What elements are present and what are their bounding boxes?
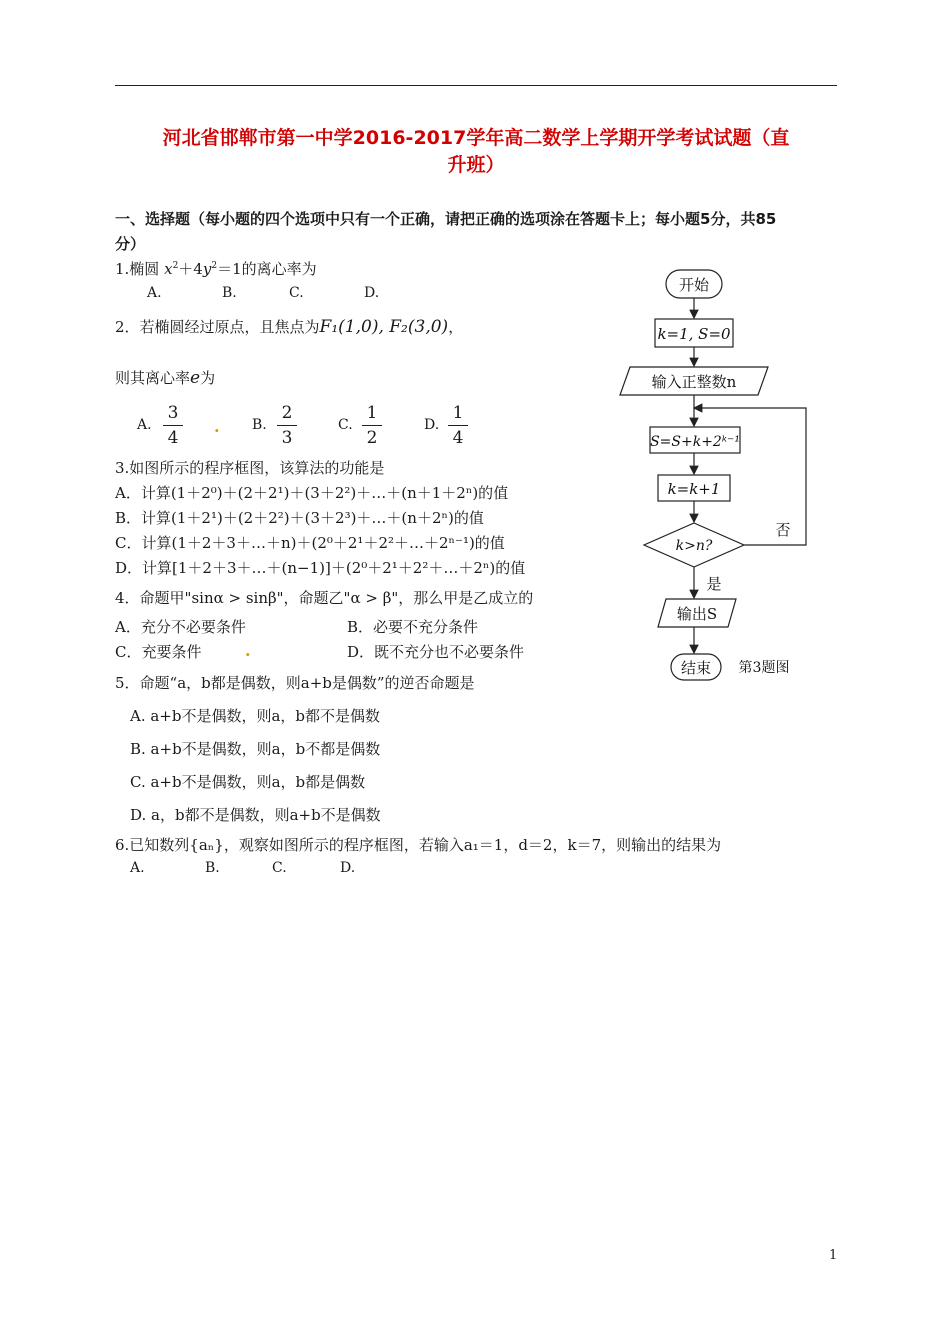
question-5-option-c: C. a+b不是偶数，则a，b都是偶数 xyxy=(130,773,366,791)
question-1-option-b: B. xyxy=(222,285,237,301)
question-5-option-d: D. a，b都不是偶数，则a+b不是偶数 xyxy=(130,806,381,824)
scan-mark: . xyxy=(214,417,220,436)
flowchart-start-label: 开始 xyxy=(678,276,710,294)
question-5-stem: 5．命题“a，b都是偶数，则a+b是偶数”的逆否命题是 xyxy=(115,674,475,692)
page-number: 1 xyxy=(829,1248,838,1263)
question-6-stem: 6.已知数列{aₙ}，观察如图所示的程序框图，若输入a₁＝1，d＝2，k＝7，则输出的结果为 xyxy=(115,836,722,854)
question-2-fraction-d: 1 4 xyxy=(448,402,468,449)
question-5-option-a: A. a+b不是偶数，则a，b都不是偶数 xyxy=(130,707,381,725)
question-2-option-a: A. xyxy=(137,417,152,433)
flowchart-yes-label: 是 xyxy=(706,575,722,593)
question-6-option-b: B. xyxy=(205,860,220,876)
question-2-option-b: B. xyxy=(252,417,267,433)
question-1-option-c: C. xyxy=(289,285,304,301)
question-3-option-c: C．计算(1＋2＋3＋…＋n)＋(2⁰＋2¹＋2²＋…＋2ⁿ⁻¹)的值 xyxy=(115,534,505,552)
question-1-option-d: D. xyxy=(364,285,380,301)
question-3-option-a: A．计算(1＋2⁰)＋(2＋2¹)＋(3＋2²)＋…＋(n＋1＋2ⁿ)的值 xyxy=(115,484,509,502)
question-4-option-b: B．必要不充分条件 xyxy=(347,618,479,636)
flowchart-end-label: 结束 xyxy=(680,659,712,677)
flowchart-output-label: 输出S xyxy=(676,605,718,623)
section-heading-line1: 一、选择题（每小题的四个选项中只有一个正确，请把正确的选项涂在答题卡上；每小题5分，共85 xyxy=(115,210,777,228)
flowchart-input-label: 输入正整数n xyxy=(651,373,737,391)
question-6-option-a: A. xyxy=(130,860,145,876)
question-4-option-c: C．充要条件 xyxy=(115,643,202,661)
flowchart-sum-label: S=S+k+2ᵏ⁻¹ xyxy=(650,434,740,450)
flowchart-caption: 第3题图 xyxy=(738,660,790,676)
question-4-option-a: A．充分不必要条件 xyxy=(115,618,246,636)
question-4-stem: 4．命题甲"sinα > sinβ"，命题乙"α > β"，那么甲是乙成立的 xyxy=(115,589,534,607)
question-2-fraction-a: 3 4 xyxy=(163,402,183,449)
question-3-option-b: B．计算(1＋2¹)＋(2＋2²)＋(3＋2³)＋…＋(n＋2ⁿ)的值 xyxy=(115,509,484,527)
flowchart-no-label: 否 xyxy=(775,521,791,539)
flowchart xyxy=(600,260,840,690)
header-rule xyxy=(115,85,837,86)
document-title-line1: 河北省邯郸市第一中学2016-2017学年高二数学上学期开学考试试题（直 xyxy=(162,127,790,149)
question-1-option-a: A. xyxy=(147,285,162,301)
question-2-fraction-c: 1 2 xyxy=(362,402,382,449)
flowchart-decision-label: k>n? xyxy=(675,538,713,554)
question-1-stem: 1.椭圆 $x^2+4y^2=1$的离心率为 xyxy=(115,260,317,278)
foci-expression: F₁(1,0), F₂(3,0) xyxy=(319,317,449,337)
question-5-option-b: B. a+b不是偶数，则a，b不都是偶数 xyxy=(130,740,381,758)
section-heading-line2: 分） xyxy=(115,235,146,253)
question-2-fraction-b: 2 3 xyxy=(277,402,297,449)
question-2-option-d: D. xyxy=(424,417,440,433)
flowchart-init-label: k=1, S=0 xyxy=(657,325,731,343)
scan-mark: . xyxy=(245,641,251,660)
question-2-stem: 2．若椭圆经过原点，且焦点为F₁(1,0), F₂(3,0)， xyxy=(115,317,464,337)
question-2-option-c: C. xyxy=(338,417,353,433)
question-6-option-c: C. xyxy=(272,860,287,876)
question-3-stem: 3.如图所示的程序框图，该算法的功能是 xyxy=(115,459,385,477)
question-3-option-d: D．计算[1＋2＋3＋…＋(n−1)]＋(2⁰＋2¹＋2²＋…＋2ⁿ)的值 xyxy=(115,559,526,577)
question-4-option-d: D．既不充分也不必要条件 xyxy=(347,643,525,661)
flowchart-increment-label: k=k+1 xyxy=(667,480,721,498)
question-6-option-d: D. xyxy=(340,860,356,876)
document-title-line2: 升班） xyxy=(447,154,505,176)
question-2-line2: 则其离心率e为 xyxy=(115,368,216,388)
